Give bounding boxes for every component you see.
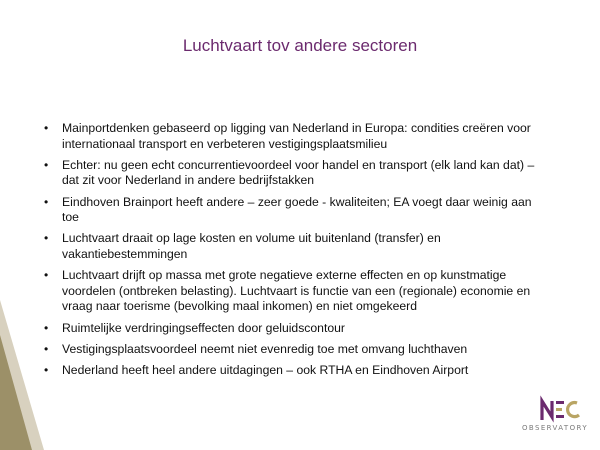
bullet-icon: • [44, 362, 49, 377]
bullet-list [44, 121, 544, 384]
bullet-icon: • [44, 320, 49, 335]
list-item [44, 268, 544, 315]
bullet-text: Luchtvaart draait op lage kosten en volume uit buitenland (transfer) en vakantiebestemmingen [62, 231, 441, 261]
bullet-icon: • [44, 231, 49, 246]
slide-title: Luchtvaart tov andere sectoren [182, 36, 418, 55]
list-item [44, 158, 544, 189]
bullet-text: Luchtvaart drijft op massa met grote negatieve externe effecten en op kunstmatige voordelen (ontbreken belasting). Luchtvaart is functie van een (regionale) economie en vraag naar toerisme (bevolking maal inkomen) en niet omgekeerd [62, 268, 531, 314]
bullet-text: Echter: nu geen echt concurrentievoordeel voor handel en transport (elk land kan dat) – dat zit voor Nederland in andere bedrijfstakken [62, 157, 535, 188]
list-item [44, 231, 544, 262]
bullet-text: Vestigingsplaatsvoordeel neemt niet evenredig toe met omvang luchthaven [62, 341, 468, 356]
corner-olive-triangle [0, 335, 32, 450]
neo-observatory-logo [519, 395, 591, 440]
logo-text: OBSERVATORY [522, 424, 588, 432]
bullet-icon: • [44, 194, 49, 209]
list-item [44, 363, 544, 379]
list-item [44, 195, 544, 226]
bullet-text: Mainportdenken gebaseerd op ligging van Nederland in Europa: condities creëren voor internationaal transport en verbeteren vestigingsplaatsmilieu [62, 121, 531, 151]
bullet-icon: • [44, 268, 49, 283]
bullet-icon: • [44, 157, 49, 172]
bullet-icon: • [44, 121, 49, 135]
bullet-text: Eindhoven Brainport heeft andere – zeer goede - kwaliteiten; EA voegt daar weinig aan toe [62, 194, 532, 225]
list-item [44, 121, 544, 152]
list-item [44, 321, 544, 337]
list-item [44, 342, 544, 358]
bullet-text: Ruimtelijke verdringingseffecten door geluidscontour [62, 320, 345, 335]
neo-logo-icon [519, 395, 591, 423]
bullet-icon: • [44, 341, 49, 356]
bullet-text: Nederland heeft heel andere uitdagingen – ook RTHA en Eindhoven Airport [62, 362, 469, 377]
